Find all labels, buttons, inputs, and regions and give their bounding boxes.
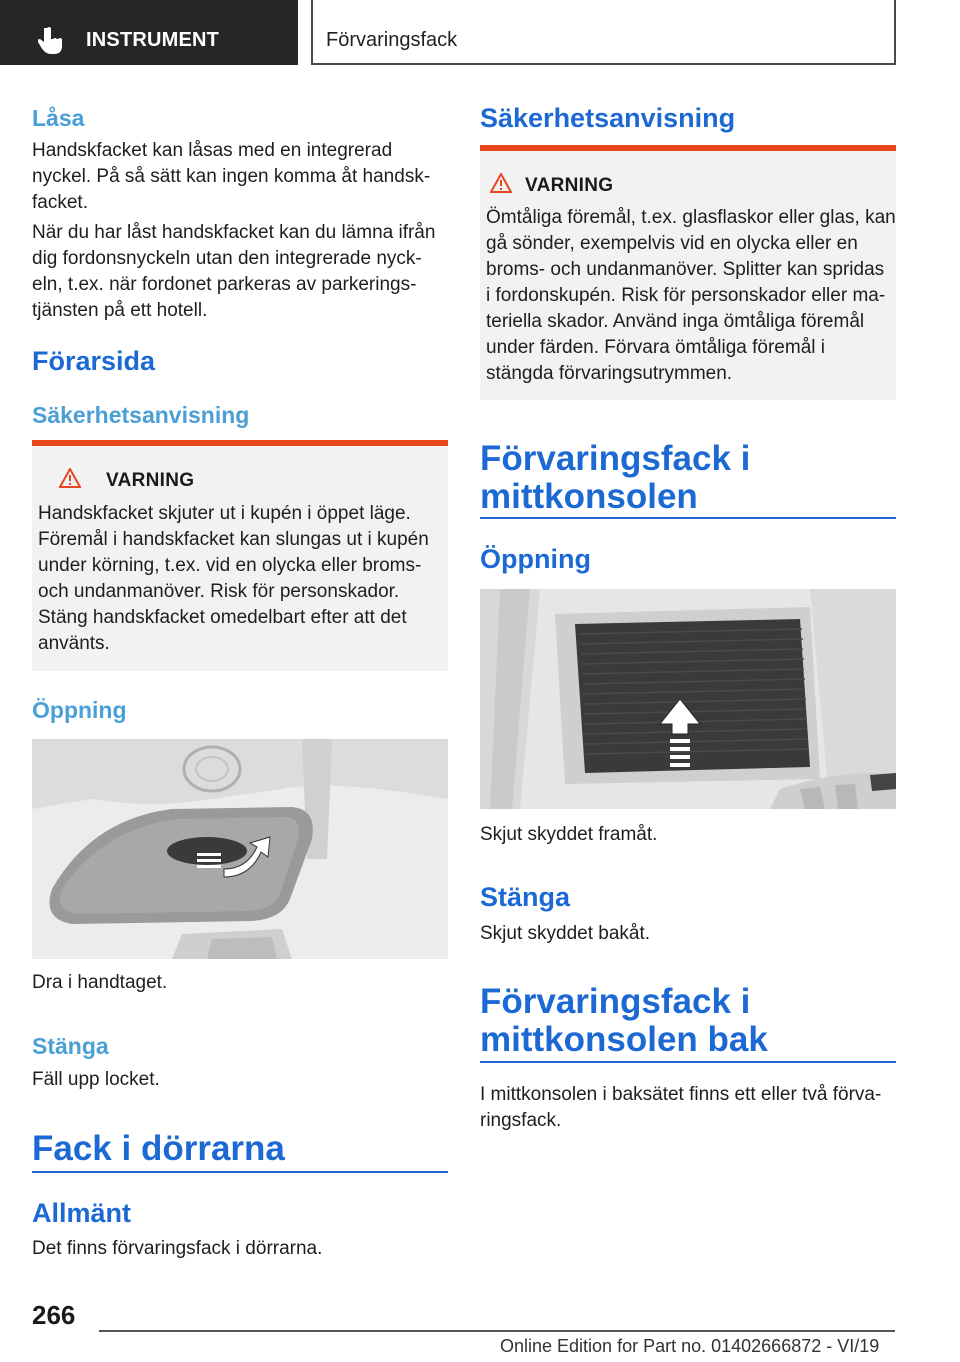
heading-line: mittkonsolen bak (480, 1020, 768, 1059)
heading-mittkonsolen-bak (480, 983, 768, 1059)
heading-sakerhetsanvisning: Säkerhetsanvisning (32, 402, 250, 428)
text-stanga: Skjut skyddet bakåt. (480, 923, 651, 944)
warning-title: VARNING (525, 175, 614, 196)
heading-stanga: Stänga (32, 1033, 109, 1059)
text-line: under färden. Förvara ömtåliga föremål i (486, 337, 825, 358)
heading-mittkonsolen (480, 440, 750, 516)
footer-rule (99, 1330, 895, 1332)
heading-sakerhetsanvisning: Säkerhetsanvisning (480, 103, 736, 133)
heading-rule (480, 1061, 896, 1063)
caption-oppning: Dra i handtaget. (32, 972, 168, 993)
warning-triangle-icon (59, 468, 81, 488)
glovebox-illustration (32, 739, 448, 959)
pointing-hand-icon (38, 26, 66, 56)
edition-text: Online Edition for Part no. 01402666872 - VI/19 (500, 1336, 880, 1356)
text-line: facket. (32, 192, 88, 213)
page-number: 266 (32, 1300, 76, 1330)
heading-oppning: Öppning (32, 697, 127, 723)
text-line: i fordonskupén. Risk för personskador eller ma- (486, 285, 886, 306)
text-allmant: Det finns förvaringsfack i dörrarna. (32, 1238, 323, 1259)
text-line: under körning, t.ex. vid en olycka eller broms- (38, 555, 422, 576)
text-line: nyckel. På så sätt kan ingen komma åt handsk- (32, 166, 431, 187)
heading-rule (480, 517, 896, 519)
text-line: När du har låst handskfacket kan du lämna ifrån (32, 222, 436, 243)
text-line: Föremål i handskfacket kan slungas ut i kupén (38, 529, 429, 550)
heading-allmant: Allmänt (32, 1198, 132, 1228)
center-console-illustration (480, 589, 896, 809)
heading-fack-i-dorrarna: Fack i dörrarna (32, 1129, 285, 1168)
heading-lasa: Låsa (32, 105, 85, 131)
warning-text (486, 205, 896, 387)
text-line: stängda förvaringsutrymmen. (486, 363, 733, 384)
heading-line: Förvaringsfack i (480, 982, 751, 1021)
section-label: INSTRUMENT (86, 29, 220, 51)
text-line: I mittkonsolen i baksätet finns ett eller två förva- (480, 1084, 882, 1105)
text-line: eln, t.ex. när fordonet parkeras av parkerings- (32, 274, 417, 295)
text-line: och undanmanöver. Risk för personskador. (38, 581, 400, 602)
text-line: teriella skador. Använd inga ömtåliga föremål (486, 311, 865, 332)
section-tab (0, 0, 298, 65)
text-mittkonsolen-bak (480, 1082, 881, 1134)
heading-line: Förvaringsfack i (480, 439, 751, 478)
page-header (311, 0, 896, 65)
paragraph-lasa-1 (32, 138, 430, 216)
paragraph-lasa-2 (32, 220, 435, 324)
text-line: Handskfacket skjuter ut i kupén i öppet läge. (38, 503, 411, 524)
warning-title: VARNING (106, 470, 195, 491)
caption-oppning: Skjut skyddet framåt. (480, 824, 658, 845)
warning-box (32, 440, 448, 671)
text-stanga: Fäll upp locket. (32, 1069, 160, 1090)
heading-oppning: Öppning (480, 544, 591, 574)
text-line: använts. (38, 633, 110, 654)
heading-line: mittkonsolen (480, 477, 698, 516)
warning-box (480, 145, 896, 400)
text-line: Handskfacket kan låsas med en integrerad (32, 140, 393, 161)
page-title: Förvaringsfack (326, 29, 458, 51)
text-line: broms- och undanmanöver. Splitter kan spridas (486, 259, 885, 280)
warning-bar (480, 145, 896, 151)
text-line: Stäng handskfacket omedelbart efter att det (38, 607, 407, 628)
warning-text (38, 501, 429, 657)
text-line: ringsfack. (480, 1110, 562, 1131)
warning-bar (32, 440, 448, 446)
text-line: Ömtåliga föremål, t.ex. glasflaskor eller glas, kan (486, 207, 896, 228)
heading-forarsida: Förarsida (32, 346, 156, 376)
text-line: tjänsten på ett hotell. (32, 300, 208, 321)
warning-triangle-icon (490, 173, 512, 193)
text-line: dig fordonsnyckeln utan den integrerade nyck- (32, 248, 422, 269)
heading-stanga: Stänga (480, 882, 571, 912)
text-line: gå sönder, exempelvis vid en olycka eller en (486, 233, 858, 254)
heading-rule (32, 1171, 448, 1173)
